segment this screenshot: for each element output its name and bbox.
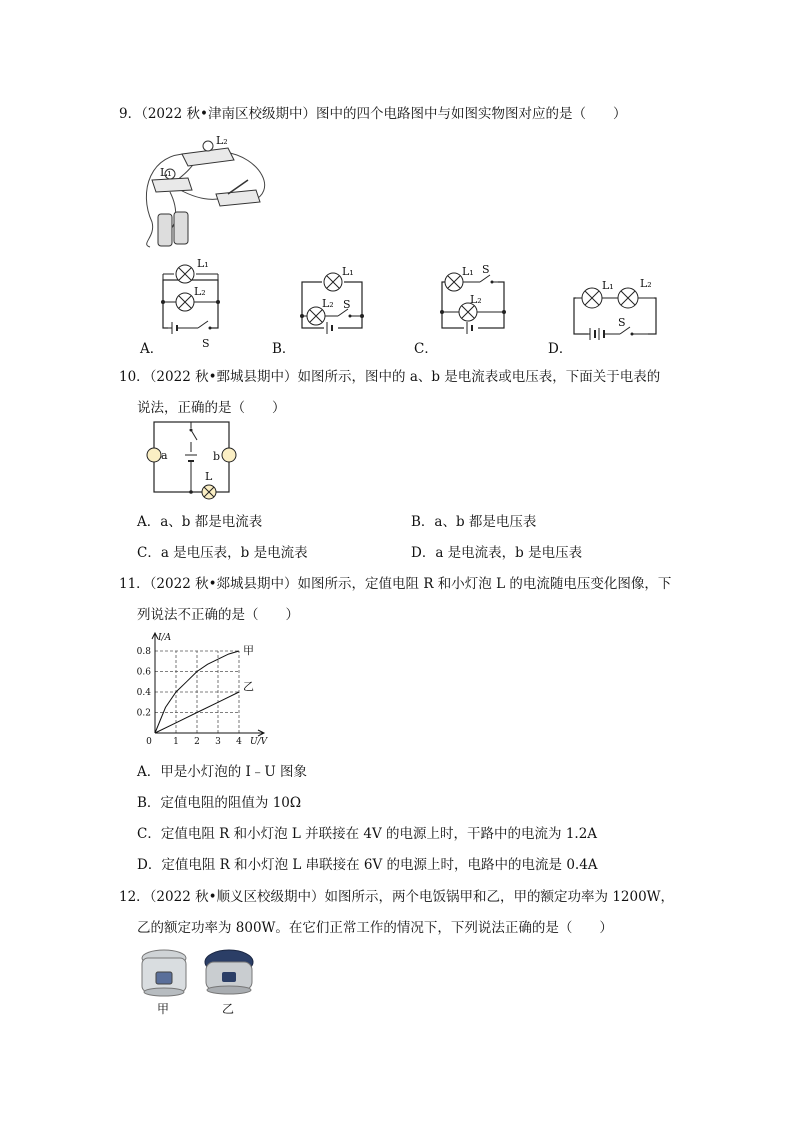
- q11-option-a: A．甲是小灯泡的 I﹣U 图象: [137, 764, 308, 780]
- q9-option-d: D．: [548, 341, 573, 357]
- q9-circuit-b: [292, 258, 392, 348]
- q11-option-b: B．定值电阻的阻值为 10Ω: [137, 795, 302, 811]
- y-tick-label: 0.4: [136, 688, 151, 698]
- q9-option-b: B．: [272, 341, 296, 357]
- circuit-d-l2: L₂: [640, 277, 652, 290]
- q9-circuit-d: [568, 258, 668, 348]
- rice-cooker-jia-label: 甲: [157, 1002, 170, 1016]
- y-tick-label: 0.2: [136, 708, 151, 719]
- series-label-1: 甲: [243, 644, 254, 657]
- circuit-c-s: S: [482, 263, 490, 276]
- lamp-l-label: L: [205, 470, 213, 483]
- x-tick-label: 2: [194, 737, 200, 747]
- x-tick-label: 1: [173, 737, 179, 747]
- x-tick-label: 0: [146, 737, 152, 747]
- circuit-d-s: S: [618, 316, 626, 329]
- rice-cooker-yi-image: [202, 946, 256, 998]
- circuit-a-l2: L₂: [194, 285, 206, 298]
- q10-diagram: [145, 418, 245, 498]
- q10-option-a: A．a、b 都是电流表: [137, 514, 263, 530]
- q10-stem-line1: 10．（2022 秋•鄄城县期中）如图所示，图中的 a、b 是电流表或电压表，下面关于电表的: [119, 369, 661, 385]
- q11-stem-line1: 11．（2022 秋•郯城县期中）如图所示，定值电阻 R 和小灯泡 L 的电流随电压变化图像，下: [119, 576, 672, 592]
- y-tick-label: 0.6: [136, 667, 151, 678]
- y-tick-label: 0.8: [136, 647, 151, 657]
- q11-option-d: D．定值电阻 R 和小灯泡 L 串联接在 6V 的电源上时，电路中的电流是 0.4A: [137, 857, 598, 873]
- circuit-a-s: S: [202, 337, 210, 350]
- x-tick-label: 4: [236, 737, 242, 747]
- q10-option-d: D．a 是电流表，b 是电压表: [411, 545, 583, 561]
- q9-photo: [130, 132, 270, 252]
- q10-option-c: C．a 是电压表，b 是电流表: [137, 545, 308, 561]
- x-axis-label: U/V: [250, 737, 268, 747]
- q9-circuit-c: [432, 258, 532, 348]
- photo-l2-label: L₂: [216, 134, 228, 147]
- q11-stem-line2: 列说法不正确的是（ ）: [137, 607, 299, 623]
- q11-option-c: C．定值电阻 R 和小灯泡 L 并联接在 4V 的电源上时，干路中的电流为 1.2A: [137, 826, 598, 842]
- q12-stem-line1: 12．（2022 秋•顺义区校级期中）如图所示，两个电饭锅甲和乙，甲的额定功率为 1200W，: [119, 889, 675, 905]
- rice-cooker-jia-image: [138, 946, 190, 998]
- circuit-c-l1: L₁: [462, 265, 474, 278]
- q9-circuit-a: [140, 258, 240, 348]
- y-axis-label: I/A: [158, 633, 172, 643]
- series-label-2: 乙: [243, 680, 254, 693]
- q10-option-b: B．a、b 都是电压表: [411, 514, 537, 530]
- q9-option-a: A．: [140, 341, 164, 357]
- circuit-b-l1: L₁: [342, 265, 354, 278]
- q9-option-c: C．: [414, 341, 438, 357]
- q9-stem: 9．（2022 秋•津南区校级期中）图中的四个电路图中与如图实物图对应的是（ ）: [119, 106, 627, 122]
- q10-stem-line2: 说法，正确的是（ ）: [137, 400, 286, 416]
- circuit-a-l1: L₁: [197, 257, 209, 270]
- rice-cooker-yi-label: 乙: [222, 1002, 235, 1016]
- circuit-c-l2: L₂: [470, 293, 482, 306]
- meter-a-label: a: [161, 449, 168, 462]
- q11-chart: [130, 630, 270, 750]
- circuit-b-l2: L₂: [322, 297, 334, 310]
- x-tick-label: 3: [215, 737, 221, 747]
- meter-b-label: b: [213, 450, 221, 463]
- circuit-b-s: S: [343, 298, 351, 311]
- circuit-d-l1: L₁: [602, 279, 614, 292]
- q12-stem-line2: 乙的额定功率为 800W。在它们正常工作的情况下，下列说法正确的是（ ）: [137, 920, 613, 936]
- photo-l1-label: L₁: [160, 166, 172, 179]
